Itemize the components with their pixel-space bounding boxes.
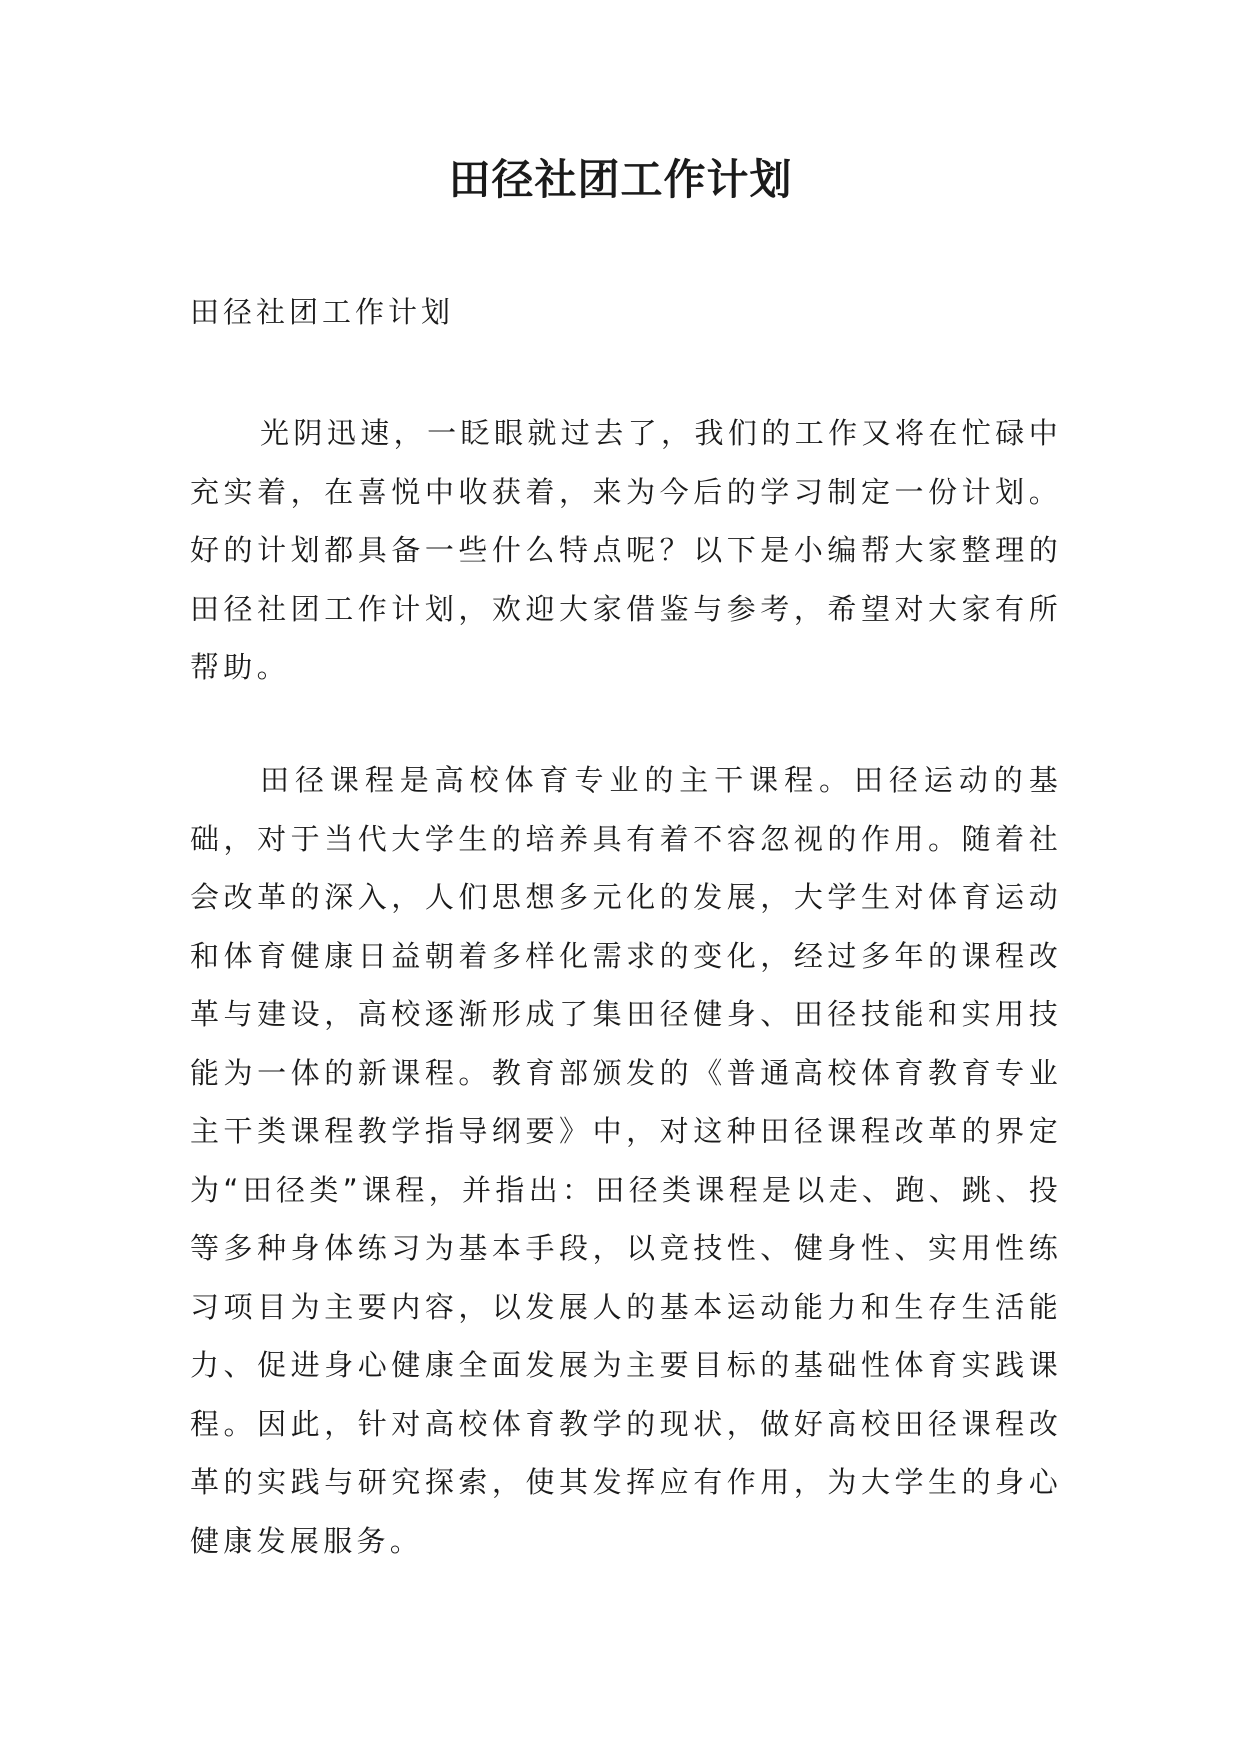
document-title: 田径社团工作计划 (448, 155, 793, 204)
paragraph-intro: 光阴迅速，一眨眼就过去了，我们的工作又将在忙碌中充实着，在喜悦中收获着，来为今后的学习制定一份计划。好的计划都具备一些什么特点呢？以下是小编帮大家整理的田径社团工作计划，欢迎大家借鉴与参考，希望对大家有所帮助。 (190, 416, 1062, 684)
document-subtitle: 田径社团工作计划 (190, 295, 455, 329)
paragraph-curriculum: 田径课程是高校体育专业的主干课程。田径运动的基础，对于当代大学生的培养具有着不容忽视的作用。随着社会改革的深入，人们思想多元化的发展，大学生对体育运动和体育健康日益朝着多样化需求的变化，经过多年的课程改革与建设，高校逐渐形成了集田径健身、田径技能和实用技能为一体的新课程。教育部颁发的《普通高校体育教育专业主干类课程教学指导纲要》中，对这种田径课程改革的界定为“田径类”课程，并指出：田径类课程是以走、跑、跳、投等多种身体练习为基本手段，以竞技性、健身性、实用性练习项目为主要内容，以发展人的基本运动能力和生存生活能力、促进身心健康全面发展为主要目标的基础性体育实践课程。因此，针对高校体育教学的现状，做好高校田径课程改革的实践与研究探索，使其发挥应有作用，为大学生的身心健康发展服务。 (190, 763, 1062, 1558)
